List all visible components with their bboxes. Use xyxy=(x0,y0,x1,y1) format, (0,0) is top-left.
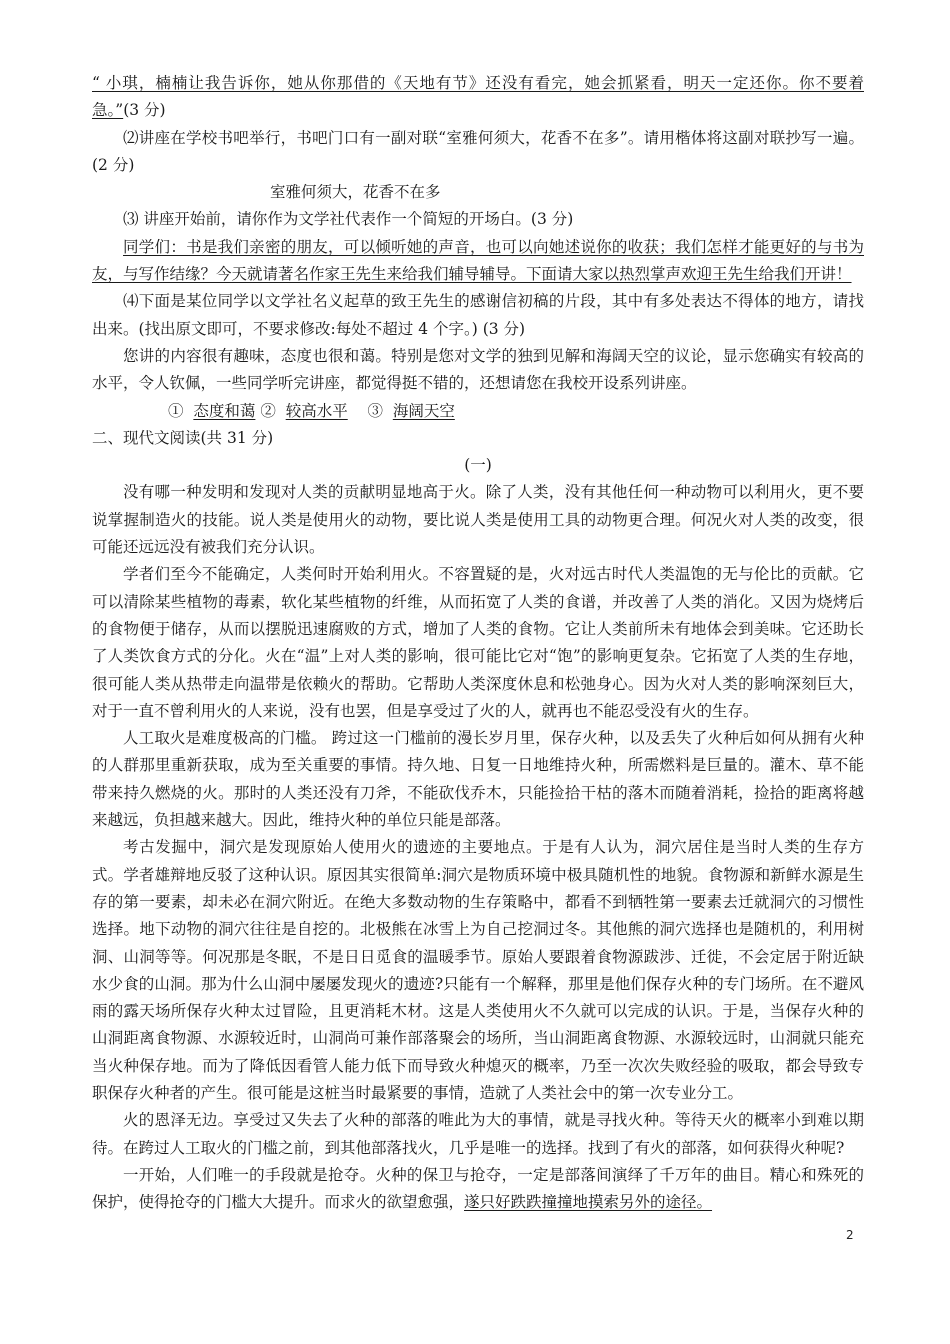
paragraph-1: 没有哪一种发明和发现对人类的贡献明显地高于火。除了人类，没有其他任何一种动物可以利用火，更不要说掌握制造火的技能。说人类是使用火的动物，要比说人类是使用工具的动物更合理。何况火对人类的改变，很可能还远远没有被我们充分认识。 xyxy=(92,483,864,557)
paragraph-4: 考古发掘中，洞穴是发现原始人使用火的遗迹的主要地点。于是有人认为，洞穴居住是当时人类的生存方式。学者雄辩地反驳了这种认识。原因其实很简单:洞穴是物质环境中极具随机性的地貌。食物源和新鲜水源是生存的第一要素，却未必在洞穴附近。在绝大多数动物的生存策略中，都看不到牺牲第一要素去迁就洞穴的习惯性选择。地下动物的洞穴往往是自挖的。北极熊在冰雪上为自己挖洞过冬。其他熊的洞穴选择也是随机的，利用树洞、山洞等等。何况那是冬眠，不是日日觅食的温暖季节。原始人要跟着食物源跋涉、迁徙，不会定居于附近缺水少食的山洞。那为什么山洞中屡屡发现火的遗迹?只能有一个解释，那里是他们保存火种的专门场所。在不避风雨的露天场所保存火种太过冒险，且更消耗木材。这是人类使用火不久就可以完成的认识。于是，当保存火种的山洞距离食物源、水源较近时，山洞尚可兼作部落聚会的场所，当山洞距离食物源、水源较远时，山洞就只能充当火种保存地。而为了降低因看管人能力低下而导致火种熄灭的概率，乃至一次次失败经验的吸取，都会导致专职保存火种者的产生。很可能是这桩当时最紧要的事情，造就了人类社会中的第一次专业分工。 xyxy=(92,838,864,1102)
letter-excerpt: 您讲的内容很有趣味，态度也很和蔼。特别是您对文学的独到见解和海阔天空的议论，显示您确实有较高的水平，令人钦佩，一些同学听完讲座，都觉得挺不错的，还想请您在我校开设系列讲座。 xyxy=(92,346,864,393)
answer-4-num-2: ② xyxy=(260,401,276,420)
answer-3: 同学们：书是我们亲密的朋友，可以倾听她的声音，也可以向她述说你的收获；我们怎样才能更好的与书为友，与写作结缘？今天就请著名作家王先生来给我们辅导辅导。下面请大家以热烈掌声欢迎王先生给我们开讲！ xyxy=(92,237,864,284)
answer-4-item-2: 较高水平 xyxy=(285,401,348,420)
question-2: ⑵讲座在学校书吧举行，书吧门口有一副对联“室雅何须大，花香不在多”。请用楷体将这副对联抄写一遍。(2 分) xyxy=(92,128,864,174)
paragraph-3: 人工取火是难度极高的门槛。 跨过这一门槛前的漫长岁月里，保存火种，以及丢失了火种后如何从拥有火种的人群那里重新获取，成为至关重要的事情。持久地、日复一日地维持火种，所需燃料是巨量的。灌木、草不能带来持久燃烧的火。那时的人类还没有刀斧，不能砍伐乔木，只能捡拾干枯的落木而随着消耗，捡拾的距离将越来越远，负担越来越大。因此，维持火种的单位只能是部落。 xyxy=(92,729,864,830)
answer-4-num-1: ① xyxy=(168,401,184,420)
answer-4-item-1: 态度和蔼 xyxy=(193,401,256,420)
page-number: 2 xyxy=(846,1228,854,1242)
section-title: 二、现代文阅读(共 31 分) xyxy=(92,428,274,447)
part-title: (一) xyxy=(464,456,492,475)
paragraph-2: 学者们至今不能确定，人类何时开始利用火。不容置疑的是，火对远古时代人类温饱的无与伦比的贡献。它可以清除某些植物的毒素，软化某些植物的纤维，从而拓宽了人类的食谱，并改善了人类的消化。又因为烧烤后的食物便于储存，从而以摆脱迅速腐败的方式，增加了人类的食物。它让人类前所未有地体会到美味。它还助长了人类饮食方式的分化。火在“温”上对人类的影响，很可能比它对“饱”的影响更复杂。它拓宽了人类的生存地，很可能人类从热带走向温带是依赖火的帮助。它帮助人类深度休息和松弛身心。因为火对人类的影响深刻巨大，对于一直不曾利用火的人来说，没有也罢，但是享受过了火的人，就再也不能忍受没有火的生存。 xyxy=(92,565,864,720)
question-3: ⑶ 讲座开始前，请你作为文学社代表作一个简短的开场白。(3 分) xyxy=(123,210,574,229)
question-4: ⑷下面是某位同学以文学社名义起草的致王先生的感谢信初稿的片段，其中有多处表达不得体的地方，请找出来。(找出原文即可，不要求修改:每处不超过 4 个字。) (3 分) xyxy=(92,292,864,338)
paragraph-6-underlined: 遂只好跌跌撞撞地摸索另外的途径。 xyxy=(464,1193,713,1212)
couplet: 室雅何须大，花香不在多 xyxy=(270,183,441,202)
paragraph-6-text: 一开始，人们唯一的手段就是抢夺。火种的保卫与抢夺，一定是部落间演绎了千万年的曲目。精心和殊死的保护，使得抢夺的门槛大大提升。而求火的欲望愈强， xyxy=(92,1165,864,1212)
answer-1-text: “ 小琪，楠楠让我告诉你，她从你那借的《天地有节》还没有看完，她会抓紧看，明天一定还你。你不要着急。” xyxy=(92,74,864,120)
answers-4 xyxy=(92,398,864,425)
exam-page xyxy=(92,70,864,1216)
answer-1-score: (3 分) xyxy=(123,101,166,120)
answer-4-item-3: 海阔天空 xyxy=(392,401,455,420)
answer-4-num-3: ③ xyxy=(367,401,383,420)
paragraph-6 xyxy=(92,1162,864,1217)
paragraph-5: 火的恩泽无边。享受过又失去了火种的部落的唯此为大的事情，就是寻找火种。等待天火的概率小到难以期待。在跨过人工取火的门槛之前，到其他部落找火，几乎是唯一的选择。找到了有火的部落，如何获得火种呢? xyxy=(92,1111,864,1157)
answer-1 xyxy=(92,70,864,125)
